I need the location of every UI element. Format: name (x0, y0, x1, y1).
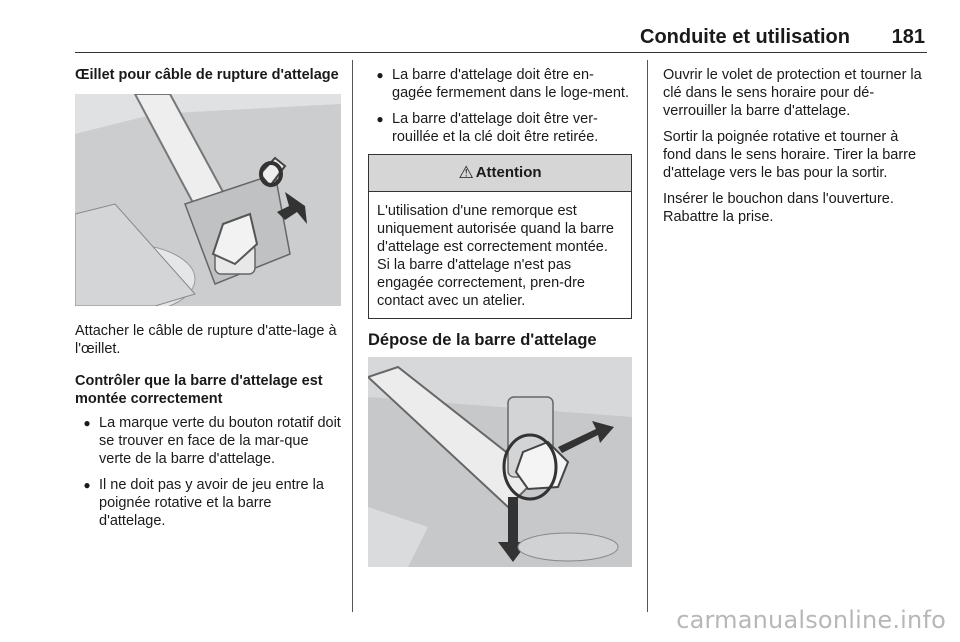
column-1 (75, 66, 341, 538)
bullet-dot: ● (376, 112, 384, 126)
check-heading: Contrôler que la barre d'attelage est montée correctement (75, 373, 323, 407)
attention-label: Attention (475, 164, 542, 181)
column-3 (663, 66, 929, 234)
list-item: ● Il ne doit pas y avoir de jeu entre la poignée rotative et la barre d'attelage. (75, 476, 341, 530)
warning-triangle-icon: ⚠ (458, 163, 474, 182)
list-item: ● La barre d'attelage doit être ver-rouillée et la clé doit être retirée. (368, 110, 632, 146)
bullet-dot: ● (83, 416, 91, 430)
instruction-paragraph: Insérer le bouchon dans l'ouverture. Rabattre la prise. (663, 191, 894, 225)
list-item: ● La marque verte du bouton rotatif doit se trouver en face de la mar-que verte de la barre d'attelage. (75, 414, 341, 468)
attention-header (369, 155, 631, 192)
header-rule (75, 52, 927, 53)
removal-illustration (368, 357, 632, 567)
watermark: carmanualsonline.info (676, 606, 946, 634)
bullet-dot: ● (376, 68, 384, 82)
eyelet-heading: Œillet pour câble de rupture d'attelage (75, 67, 339, 83)
column-divider-2 (647, 60, 648, 612)
removal-illustration-drawing (368, 357, 632, 567)
instruction-paragraph: Sortir la poignée rotative et tourner à fond dans le sens horaire. Tirer la barre d'attelage vers le bas pour la sortir. (663, 129, 917, 181)
list-item: ● La barre d'attelage doit être en-gagée fermement dans le loge-ment. (368, 66, 632, 102)
bullet-dot: ● (83, 478, 91, 492)
eyelet-illustration (75, 94, 341, 306)
eyelet-caption: Attacher le câble de rupture d'atte-lage à l'œillet. (75, 323, 337, 357)
running-header-title: Conduite et utilisation (640, 26, 850, 48)
section-heading: Dépose de la barre d'attelage (368, 331, 597, 349)
page-number: 181 (891, 26, 925, 48)
instruction-paragraph: Ouvrir le volet de protection et tourner la clé dans le sens horaire pour dé-verrouiller la barre d'attelage. (663, 67, 922, 119)
eyelet-illustration-drawing (75, 94, 341, 306)
column-2 (368, 66, 632, 567)
column-divider-1 (352, 60, 353, 612)
attention-box (368, 154, 632, 319)
attention-text: L'utilisation d'une remorque est uniquement autorisée quand la barre d'attelage est correctement montée. Si la barre d'attelage n'est pas engagée correctement, pren-dre contact avec un atelier. (377, 203, 614, 309)
